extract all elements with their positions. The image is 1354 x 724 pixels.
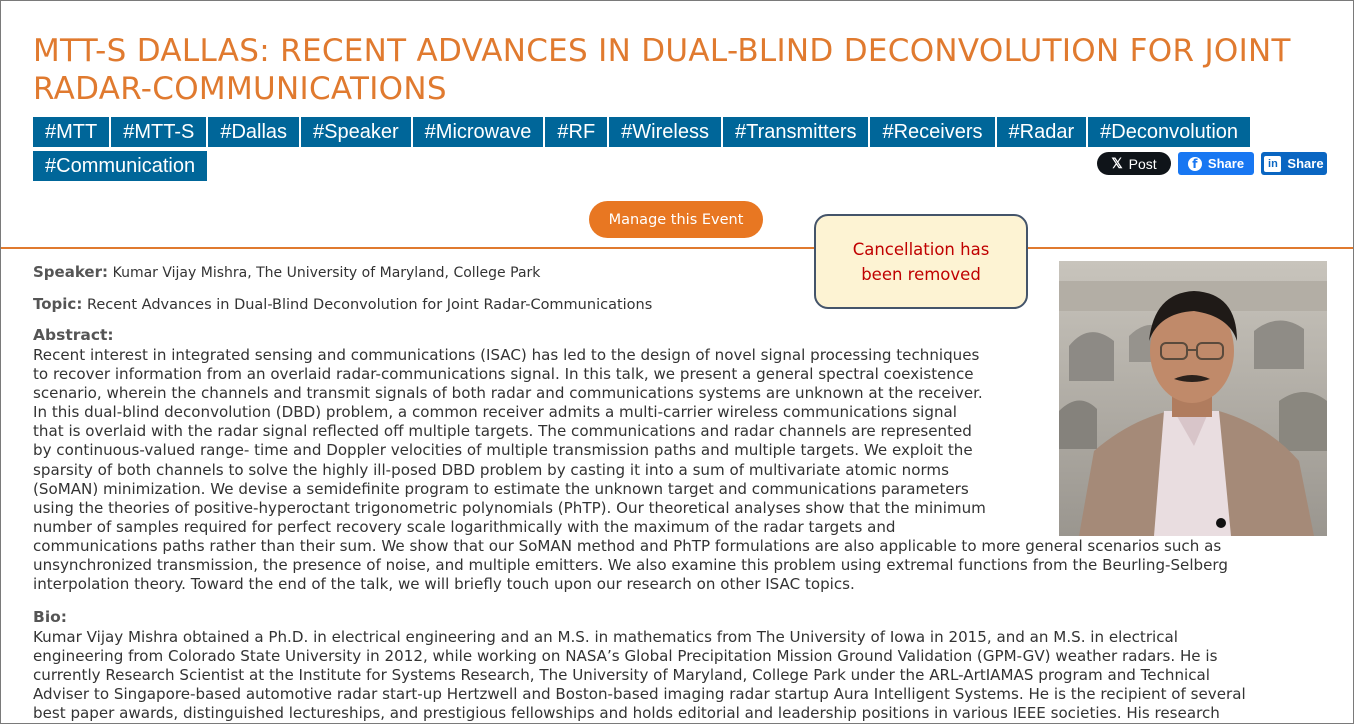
- abstract-line: using the theories of positive-hyperoctant trigonometric polynomials (PhTP). Our theoretical analyses show that the minimum: [33, 498, 986, 517]
- bio-line: engineering from Colorado State University in 2012, while working on NASA’s Global Precipitation Mission Ground Validation (GPM-GV) weather radars. He is: [33, 647, 1218, 666]
- tag-list: [33, 117, 1263, 185]
- tag-transmitters[interactable]: #Transmitters: [723, 117, 869, 147]
- abstract-heading: Abstract:: [33, 326, 114, 344]
- abstract-text: [33, 346, 1323, 594]
- bio-text: [33, 628, 1333, 723]
- abstract-line: by continuous-valued range- time and Doppler velocities of multiple transmission paths and multiple targets. We exploit the: [33, 441, 973, 460]
- tag-rf[interactable]: #RF: [545, 117, 607, 147]
- abstract-line: Recent interest in integrated sensing and communications (ISAC) has led to the design of novel signal processing techniques: [33, 346, 980, 364]
- topic-value: Recent Advances in Dual-Blind Deconvolution for Joint Radar-Communications: [86, 297, 653, 313]
- tag-microwave[interactable]: #Microwave: [413, 117, 544, 147]
- speaker-line: [33, 263, 540, 281]
- tag-radar[interactable]: #Radar: [997, 117, 1087, 147]
- section-divider: [1, 247, 1353, 249]
- topic-label: Topic:: [33, 295, 83, 313]
- abstract-line: unsynchronized transmission, the presence of noise, and multiple emitters. We also examine this problem using extremal functions from the Beurling-Selberg: [33, 556, 1228, 575]
- tag-wireless[interactable]: #Wireless: [609, 117, 721, 147]
- x-post-button[interactable]: [1097, 152, 1171, 175]
- linkedin-share-button[interactable]: [1261, 152, 1327, 175]
- bio-line: best paper awards, distinguished lectureships, and prestigious fellowships and holds editorial and leadership positions in various IEEE societies. His research: [33, 704, 1220, 723]
- tag-speaker[interactable]: #Speaker: [301, 117, 411, 147]
- abstract-line: scenario, wherein the channels and transmit signals of both radar and communications systems are unknown at the receiver.: [33, 384, 983, 403]
- linkedin-share-label: Share: [1287, 156, 1324, 171]
- abstract-line: interpolation theory. Toward the end of the talk, we will briefly touch upon our research on other ISAC topics.: [33, 575, 855, 594]
- facebook-icon: f: [1188, 157, 1202, 171]
- linkedin-icon: in: [1264, 156, 1281, 172]
- bio-heading: Bio:: [33, 608, 67, 626]
- abstract-line: (SoMAN) minimization. We devise a semidefinite program to estimate the unknown target and communications parameters: [33, 479, 969, 498]
- manage-event-button[interactable]: Manage this Event: [589, 201, 763, 238]
- abstract-line: to recover information from an overlaid radar-communications signal. In this talk, we present a general spectral coexistence: [33, 365, 974, 384]
- speaker-value: Kumar Vijay Mishra, The University of Maryland, College Park: [112, 265, 541, 281]
- bio-line: Adviser to Singapore-based automotive radar start-up Hertzwell and Boston-based imaging radar startup Aura Intelligent Systems. He is the recipient of several: [33, 685, 1246, 704]
- abstract-line: communications paths rather than their sum. We show that our SoMAN method and PhTP formulations are also applicable to more general scenarios such as: [33, 536, 1222, 555]
- abstract-line: that is overlaid with the radar signal reflected off multiple targets. The communications and radar channels are represented: [33, 422, 972, 441]
- event-title: MTT-S DALLAS: RECENT ADVANCES IN DUAL-BLIND DECONVOLUTION FOR JOINT RADAR-COMMUNICATIONS: [33, 33, 1291, 107]
- bio-line: currently Research Scientist at the Institute for Systems Research, The University of Maryland, College Park under the ARL-ArtIAMAS program and Technical: [33, 666, 1210, 685]
- x-post-label: Post: [1128, 155, 1157, 172]
- tag-mtt[interactable]: #MTT: [33, 117, 109, 147]
- facebook-share-button[interactable]: [1178, 152, 1254, 175]
- callout-line-2: been removed: [861, 264, 981, 284]
- callout-line-1: Cancellation has: [852, 239, 990, 259]
- tag-receivers[interactable]: #Receivers: [870, 117, 994, 147]
- abstract-line: sparsity of both channels to solve the highly ill-posed DBD problem by casting it into a sum of multivariate atomic norms: [33, 460, 949, 479]
- tag-deconvolution[interactable]: #Deconvolution: [1088, 117, 1250, 147]
- abstract-line: In this dual-blind deconvolution (DBD) problem, a common receiver admits a multi-carrier wireless communications signal: [33, 403, 957, 422]
- bio-line: Kumar Vijay Mishra obtained a Ph.D. in electrical engineering and an M.S. in mathematics from The University of Iowa in 2015, and an M.S. in electrical: [33, 628, 1178, 646]
- abstract-line: number of samples required for perfect recovery scale logarithmically with the maximum of the radar targets and: [33, 517, 896, 536]
- facebook-share-label: Share: [1207, 156, 1245, 171]
- tag-communication[interactable]: #Communication: [33, 151, 207, 181]
- tag-mtt-s[interactable]: #MTT-S: [111, 117, 206, 147]
- topic-line: [33, 295, 652, 313]
- cancellation-callout: [814, 214, 1028, 309]
- x-logo-icon: 𝕏: [1111, 155, 1123, 171]
- tag-dallas[interactable]: #Dallas: [208, 117, 299, 147]
- speaker-label: Speaker:: [33, 263, 108, 281]
